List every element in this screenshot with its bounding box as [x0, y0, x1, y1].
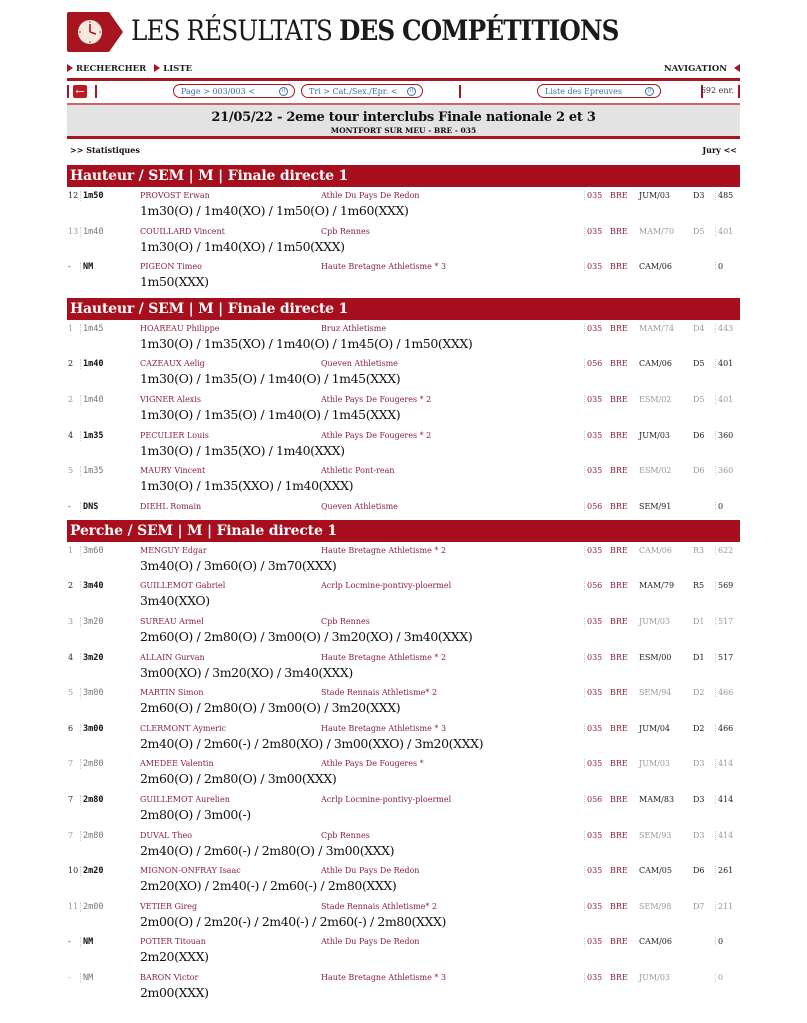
- points-cell: 569: [715, 581, 733, 590]
- search-link[interactable]: RECHERCHER: [67, 64, 146, 74]
- category-cell: SEM/91: [639, 501, 672, 511]
- club-link[interactable]: Bruz Athletisme: [321, 323, 387, 333]
- athlete-name-link[interactable]: DUVAL Theo: [140, 830, 193, 840]
- league-cell: BRE: [610, 937, 628, 947]
- level-cell: D3: [693, 191, 705, 200]
- result-row: [67, 542, 740, 578]
- attempts-detail: 1m30(O) / 1m40(XO) / 1m50(XXX): [140, 238, 345, 254]
- club-link[interactable]: Athle Du Pays De Redon: [321, 866, 420, 876]
- attempts-detail: 1m30(O) / 1m35(XO) / 1m40(XXX): [140, 442, 345, 458]
- result-row: [67, 720, 740, 756]
- rank-cell: 7: [68, 830, 74, 840]
- league-cell: BRE: [610, 430, 628, 440]
- attempts-detail: 2m20(XXX): [140, 949, 209, 965]
- performance-cell: 2m80: [80, 831, 103, 841]
- performance-cell: 2m20: [80, 866, 103, 876]
- select-arrows-icon: ⇵: [407, 87, 416, 96]
- record-count: 692 enr.: [700, 86, 734, 95]
- rank-cell: 1: [68, 323, 74, 333]
- league-cell: BRE: [610, 616, 628, 626]
- sort-select[interactable]: Tri > Cat./Sex./Epr. < ⇵: [301, 84, 423, 98]
- category-cell: SEM/98: [639, 901, 672, 911]
- athlete-name-link[interactable]: POTIER Titouan: [140, 937, 206, 947]
- result-row: [67, 187, 740, 223]
- attempts-detail: 3m40(XXO): [140, 593, 210, 609]
- category-cell: JUM/03: [639, 759, 671, 769]
- level-cell: D7: [693, 901, 705, 911]
- department-cell: 035: [584, 262, 602, 271]
- attempts-detail: 2m00(O) / 2m20(-) / 2m40(-) / 2m60(-) / 2m80(XXX): [140, 913, 446, 929]
- athlete-name-link[interactable]: AMEDEE Valentin: [140, 759, 214, 769]
- club-link[interactable]: Athle Pays De Fougeres * 2: [321, 430, 432, 440]
- rank-cell: 13: [68, 226, 79, 236]
- club-link[interactable]: Haute Bretagne Athletisme * 3: [321, 972, 447, 982]
- points-cell: 414: [715, 831, 733, 840]
- department-cell: 035: [584, 759, 602, 768]
- category-cell: JUM/03: [639, 191, 671, 200]
- sub-links: [67, 139, 740, 161]
- level-cell: D1: [693, 652, 705, 662]
- points-cell: 485: [715, 191, 733, 200]
- points-cell: 360: [715, 431, 733, 440]
- performance-cell: 1m40: [80, 395, 103, 405]
- select-arrows-icon: ⇵: [279, 87, 288, 96]
- section-header[interactable]: Perche / SEM | M | Finale directe 1: [67, 520, 740, 542]
- attempts-detail: 1m30(O) / 1m35(O) / 1m40(O) / 1m45(XXX): [140, 406, 401, 422]
- league-cell: BRE: [610, 226, 628, 236]
- department-cell: 035: [584, 653, 602, 662]
- level-cell: D3: [693, 759, 705, 769]
- page-header: [67, 0, 740, 58]
- page-select[interactable]: Page > 003/003 < ⇵: [173, 84, 295, 98]
- league-cell: BRE: [610, 581, 628, 591]
- athlete-name-link[interactable]: BARON Victor: [140, 972, 199, 982]
- category-cell: ESM/00: [639, 652, 672, 662]
- department-cell: 035: [584, 724, 602, 733]
- attempts-detail: 1m30(O) / 1m35(XXO) / 1m40(XXX): [140, 478, 354, 494]
- performance-cell: NM: [80, 262, 93, 272]
- result-row: [67, 320, 740, 356]
- league-cell: BRE: [610, 394, 628, 404]
- performance-cell: 2m80: [80, 795, 103, 805]
- result-row: [67, 355, 740, 391]
- points-cell: 401: [715, 359, 733, 368]
- result-row: [67, 827, 740, 863]
- athlete-name-link[interactable]: SUREAU Armel: [140, 616, 204, 626]
- attempts-detail: 2m40(O) / 2m60(-) / 2m80(O) / 3m00(XXX): [140, 842, 395, 858]
- result-row: [67, 577, 740, 613]
- league-cell: BRE: [610, 359, 628, 369]
- category-cell: CAM/06: [639, 937, 672, 947]
- result-row: [67, 462, 740, 498]
- department-cell: 035: [584, 866, 602, 875]
- department-cell: 035: [584, 466, 602, 475]
- league-cell: BRE: [610, 191, 628, 200]
- points-cell: 360: [715, 466, 733, 475]
- attempts-detail: 2m00(XXX): [140, 984, 209, 1000]
- league-cell: BRE: [610, 466, 628, 476]
- section-header[interactable]: Hauteur / SEM | M | Finale directe 1: [67, 165, 740, 187]
- club-link[interactable]: Acrlp Locmine-pontivy-ploermel: [321, 581, 452, 591]
- club-link[interactable]: Haute Bretagne Athletisme * 3: [321, 723, 447, 733]
- athlete-name-link[interactable]: VIGNER Alexis: [140, 394, 201, 404]
- league-cell: BRE: [610, 794, 628, 804]
- category-cell: JUM/03: [639, 972, 671, 982]
- level-cell: D5: [693, 394, 705, 404]
- club-link[interactable]: Athle Du Pays De Redon: [321, 937, 420, 947]
- department-cell: 035: [584, 191, 602, 200]
- athlete-name-link[interactable]: HOAREAU Philippe: [140, 323, 220, 333]
- league-cell: BRE: [610, 688, 628, 698]
- rank-cell: 2: [68, 394, 74, 404]
- performance-cell: 1m35: [80, 466, 103, 476]
- performance-cell: 1m50: [80, 191, 103, 201]
- club-link[interactable]: Athletic Pont-rean: [321, 466, 395, 476]
- department-cell: 035: [584, 227, 602, 236]
- level-cell: D5: [693, 359, 705, 369]
- category-cell: ESM/02: [639, 466, 672, 476]
- level-cell: D2: [693, 688, 705, 698]
- level-cell: D6: [693, 466, 705, 476]
- club-link[interactable]: Stade Rennais Athletisme* 2: [321, 901, 438, 911]
- athlete-name-link[interactable]: PIGEON Timeo: [140, 262, 202, 272]
- rank-cell: 7: [68, 794, 74, 804]
- event-location: MONTFORT SUR MEU - BRE - 035: [330, 126, 477, 135]
- performance-cell: 1m40: [80, 359, 103, 369]
- level-cell: D6: [693, 866, 705, 876]
- athlete-name-link[interactable]: GUILLEMOT Aurelien: [140, 794, 230, 804]
- performance-cell: 3m00: [80, 724, 103, 734]
- department-cell: 035: [584, 431, 602, 440]
- category-cell: MAM/79: [639, 581, 675, 591]
- select-arrows-icon: ⇵: [645, 87, 654, 96]
- event-title: 21/05/22 - 2eme tour interclubs Finale nationale 2 et 3: [211, 110, 596, 125]
- result-row: [67, 933, 740, 969]
- club-link[interactable]: Haute Bretagne Athletisme * 2: [321, 652, 447, 662]
- performance-cell: 3m00: [80, 688, 103, 698]
- attempts-detail: 1m50(XXX): [140, 274, 209, 290]
- level-cell: R5: [693, 581, 705, 591]
- league-cell: BRE: [610, 323, 628, 333]
- clock-icon: [67, 12, 123, 52]
- level-cell: D2: [693, 723, 705, 733]
- attempts-detail: 1m30(O) / 1m40(XO) / 1m50(O) / 1m60(XXX): [140, 203, 409, 218]
- result-row: [67, 791, 740, 827]
- department-cell: 035: [584, 546, 602, 555]
- rank-cell: 7: [68, 759, 74, 769]
- rank-cell: 2: [68, 581, 74, 591]
- category-cell: CAM/06: [639, 262, 672, 272]
- points-cell: 401: [715, 227, 733, 236]
- category-cell: MAM/83: [639, 794, 675, 804]
- performance-cell: 1m45: [80, 324, 103, 334]
- level-cell: R3: [693, 545, 705, 555]
- category-cell: SEM/93: [639, 830, 672, 840]
- performance-cell: 3m20: [80, 653, 103, 663]
- rank-cell: -: [68, 262, 71, 272]
- divider: [95, 85, 97, 98]
- list-link[interactable]: LISTE: [154, 64, 192, 74]
- category-cell: JUM/03: [639, 430, 671, 440]
- rank-cell: -: [68, 501, 71, 511]
- jury-link[interactable]: Jury <<: [702, 145, 737, 155]
- attempts-detail: 2m80(O) / 3m00(-): [140, 806, 251, 822]
- league-cell: BRE: [610, 545, 628, 555]
- performance-cell: DNS: [80, 502, 98, 512]
- rank-cell: 4: [68, 652, 74, 662]
- attempts-detail: 2m60(O) / 2m80(O) / 3m00(O) / 3m20(XO) / 3m40(XXX): [140, 628, 473, 644]
- toolbar: [67, 78, 740, 105]
- department-cell: 035: [584, 902, 602, 911]
- athlete-name-link[interactable]: VETIER Gireg: [140, 901, 198, 911]
- result-row: [67, 613, 740, 649]
- level-cell: D5: [693, 226, 705, 236]
- league-cell: BRE: [610, 972, 628, 982]
- results: [67, 165, 740, 1004]
- points-cell: 401: [715, 395, 733, 404]
- department-cell: 035: [584, 831, 602, 840]
- rank-cell: 4: [68, 430, 74, 440]
- points-cell: 211: [715, 902, 733, 911]
- athlete-name-link[interactable]: MARTIN Simon: [140, 688, 204, 698]
- category-cell: MAM/70: [639, 226, 675, 236]
- performance-cell: NM: [80, 973, 93, 983]
- athlete-name-link[interactable]: ALLAIN Gurvan: [140, 652, 205, 662]
- rank-cell: 2: [68, 359, 74, 369]
- club-link[interactable]: Cpb Rennes: [321, 226, 370, 236]
- points-cell: 466: [715, 724, 733, 733]
- department-cell: 056: [584, 795, 602, 804]
- rank-cell: 12: [68, 191, 79, 200]
- top-nav: [67, 58, 740, 78]
- category-cell: CAM/05: [639, 866, 672, 876]
- attempts-detail: 2m60(O) / 2m80(O) / 3m00(XXX): [140, 771, 337, 787]
- triangle-right-icon: [67, 64, 73, 72]
- level-cell: D4: [693, 323, 705, 333]
- page-title: LES RÉSULTATS DES COMPÉTITIONS: [131, 14, 619, 47]
- results-section: [67, 520, 740, 1005]
- rank-cell: 10: [68, 866, 79, 876]
- attempts-detail: 3m40(O) / 3m60(O) / 3m70(XXX): [140, 557, 337, 573]
- points-cell: 414: [715, 795, 733, 804]
- performance-cell: 1m40: [80, 227, 103, 237]
- points-cell: 0: [715, 937, 723, 946]
- league-cell: BRE: [610, 723, 628, 733]
- rank-cell: 5: [68, 466, 74, 476]
- results-section: [67, 298, 740, 516]
- result-row: [67, 223, 740, 259]
- points-cell: 0: [715, 973, 723, 982]
- performance-cell: 3m40: [80, 581, 103, 591]
- department-cell: 035: [584, 395, 602, 404]
- club-link[interactable]: Cpb Rennes: [321, 616, 370, 626]
- attempts-detail: 2m20(XO) / 2m40(-) / 2m60(-) / 2m80(XXX): [140, 878, 397, 894]
- attempts-detail: 1m30(O) / 1m35(XO) / 1m40(O) / 1m45(O) / 1m50(XXX): [140, 335, 473, 351]
- athlete-name-link[interactable]: GUILLEMOT Gabriel: [140, 581, 226, 591]
- athlete-name-link[interactable]: MAURY Vincent: [140, 466, 206, 476]
- athlete-name-link[interactable]: PROVOST Erwan: [140, 191, 210, 200]
- result-row: [67, 391, 740, 427]
- triangle-left-icon: [734, 64, 740, 72]
- level-cell: D6: [693, 430, 705, 440]
- performance-cell: 2m80: [80, 759, 103, 769]
- performance-cell: 3m20: [80, 617, 103, 627]
- club-link[interactable]: Acrlp Locmine-pontivy-ploermel: [321, 794, 452, 804]
- rank-cell: 6: [68, 723, 74, 733]
- rank-cell: -: [68, 937, 71, 947]
- league-cell: BRE: [610, 652, 628, 662]
- divider: [459, 85, 461, 98]
- league-cell: BRE: [610, 759, 628, 769]
- category-cell: CAM/06: [639, 545, 672, 555]
- rank-cell: -: [68, 972, 71, 982]
- back-button[interactable]: [73, 85, 87, 98]
- result-row: [67, 258, 740, 294]
- result-row: [67, 862, 740, 898]
- points-cell: 0: [715, 262, 723, 271]
- athlete-name-link[interactable]: DIEHL Romain: [140, 501, 202, 511]
- result-row: [67, 498, 740, 516]
- attempts-detail: 1m30(O) / 1m35(O) / 1m40(O) / 1m45(XXX): [140, 371, 401, 387]
- result-row: [67, 755, 740, 791]
- result-row: [67, 649, 740, 685]
- result-row: [67, 898, 740, 934]
- department-cell: 035: [584, 617, 602, 626]
- section-header[interactable]: Hauteur / SEM | M | Finale directe 1: [67, 298, 740, 320]
- department-cell: 056: [584, 581, 602, 590]
- points-cell: 622: [715, 546, 733, 555]
- points-cell: 414: [715, 759, 733, 768]
- club-link[interactable]: Cpb Rennes: [321, 830, 370, 840]
- attempts-detail: 2m40(O) / 2m60(-) / 2m80(XO) / 3m00(XXO) / 3m20(XXX): [140, 735, 484, 751]
- result-row: [67, 969, 740, 1005]
- points-cell: 517: [715, 617, 733, 626]
- performance-cell: 1m35: [80, 431, 103, 441]
- points-cell: 0: [715, 502, 723, 511]
- athlete-name-link[interactable]: PECULIER Louis: [140, 430, 209, 440]
- results-section: [67, 165, 740, 294]
- arrow-left-icon: ←: [75, 85, 85, 98]
- rank-cell: 5: [68, 688, 74, 698]
- navigation-link[interactable]: NAVIGATION: [664, 64, 740, 74]
- points-cell: 466: [715, 688, 733, 697]
- event-banner: [67, 105, 740, 139]
- events-select[interactable]: Liste des Epreuves ⇵: [537, 84, 661, 98]
- page: [67, 0, 740, 1004]
- department-cell: 035: [584, 973, 602, 982]
- league-cell: BRE: [610, 901, 628, 911]
- category-cell: SEM/94: [639, 688, 672, 698]
- club-link[interactable]: Haute Bretagne Athletisme * 3: [321, 262, 447, 272]
- athlete-name-link[interactable]: CLERMONT Aymeric: [140, 723, 227, 733]
- league-cell: BRE: [610, 830, 628, 840]
- level-cell: D1: [693, 616, 705, 626]
- triangle-right-icon: [154, 64, 160, 72]
- department-cell: 035: [584, 937, 602, 946]
- department-cell: 056: [584, 359, 602, 368]
- athlete-name-link[interactable]: COUILLARD Vincent: [140, 226, 225, 236]
- club-link[interactable]: Athle Pays De Fougeres *: [321, 759, 424, 769]
- department-cell: 035: [584, 324, 602, 333]
- club-link[interactable]: Queven Athletisme: [321, 359, 398, 369]
- athlete-name-link[interactable]: CAZEAUX Aelig: [140, 359, 205, 369]
- league-cell: BRE: [610, 866, 628, 876]
- athlete-name-link[interactable]: MENGUY Edgar: [140, 545, 207, 555]
- performance-cell: 3m60: [80, 546, 103, 556]
- divider: [738, 85, 740, 98]
- category-cell: ESM/02: [639, 394, 672, 404]
- divider: [67, 85, 69, 98]
- club-link[interactable]: Stade Rennais Athletisme* 2: [321, 688, 438, 698]
- department-cell: 035: [584, 688, 602, 697]
- points-cell: 517: [715, 653, 733, 662]
- club-link[interactable]: Queven Athletisme: [321, 501, 398, 511]
- department-cell: 056: [584, 502, 602, 511]
- attempts-detail: 3m00(XO) / 3m20(XO) / 3m40(XXX): [140, 664, 353, 680]
- category-cell: JUM/04: [639, 723, 671, 733]
- points-cell: 443: [715, 324, 733, 333]
- club-link[interactable]: Athle Pays De Fougeres * 2: [321, 394, 432, 404]
- performance-cell: 2m00: [80, 902, 103, 912]
- club-link[interactable]: Athle Du Pays De Redon: [321, 191, 420, 200]
- level-cell: D3: [693, 794, 705, 804]
- category-cell: JUM/03: [639, 616, 671, 626]
- league-cell: BRE: [610, 501, 628, 511]
- attempts-detail: 2m60(O) / 2m80(O) / 3m00(O) / 3m20(XXX): [140, 700, 401, 716]
- points-cell: 261: [715, 866, 733, 875]
- club-link[interactable]: Haute Bretagne Athletisme * 2: [321, 545, 447, 555]
- league-cell: BRE: [610, 262, 628, 272]
- category-cell: MAM/74: [639, 323, 675, 333]
- rank-cell: 1: [68, 545, 74, 555]
- result-row: [67, 684, 740, 720]
- category-cell: CAM/06: [639, 359, 672, 369]
- performance-cell: NM: [80, 937, 93, 947]
- statistics-link[interactable]: >> Statistiques: [70, 145, 140, 155]
- rank-cell: 11: [68, 901, 79, 911]
- result-row: [67, 427, 740, 463]
- athlete-name-link[interactable]: MIGNON-ONFRAY Isaac: [140, 866, 241, 876]
- rank-cell: 3: [68, 616, 74, 626]
- level-cell: D3: [693, 830, 705, 840]
